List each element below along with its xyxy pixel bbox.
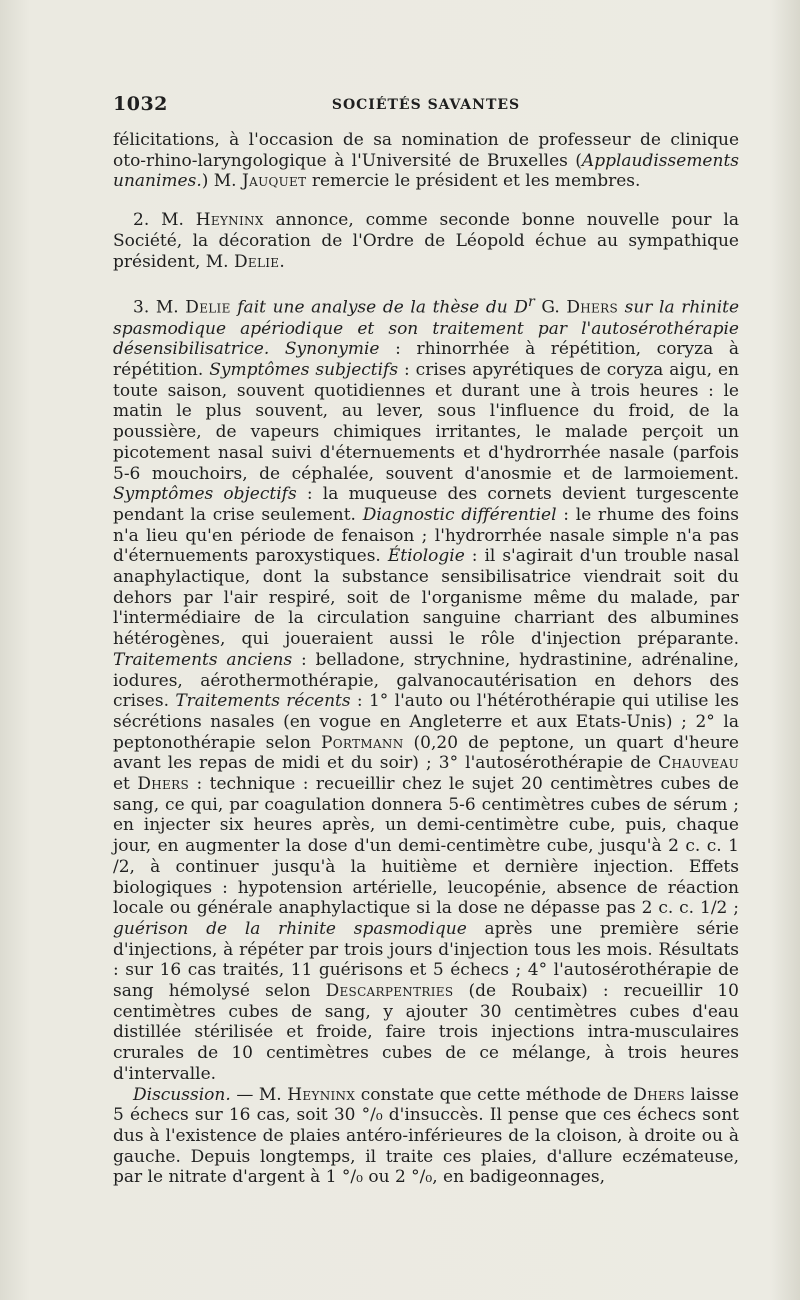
person-name: Jauquet bbox=[242, 171, 307, 192]
person-name: Delie bbox=[233, 251, 280, 272]
paragraph-3: 3. M. Delie fait une analyse de la thèse du $D^r$ G. Dhers sur la rhinite spasmodique apériodique et son traitement par l'autosérothérapie désensibilisatrice. Synonymie : rhinorrhée à répétition, coryza à répétition. Symptômes subjectifs : crises apyrétiques de coryza aigu, en toute saison, souvent quotidiennes et durant une à trois heures : le matin le plus souvent, au lever, sous l'influence du froid, de la poussière, de vapeurs chimiques irritantes, le malade perçoit un picotement nasal suivi d'éternuements et d'hydrorrhée nasale (parfois 5-6 mouchoirs, de céphalée, souvent d'anosmie et de larmoiement. Symptômes objectifs : la muqueuse des cornets devient turgescente pendant la crise seulement. Diagnostic différentiel : le rhume des foins n'a lieu qu'en période de fenaison ; l'hydrorrhée nasale simple n'a pas d'éternuements paroxystiques. Étiologie : il s'agirait d'un trouble nasal anaphylactique, dont la substance sensibilisatrice viendrait soit du dehors par l'air respiré, soit de l'organisme même du malade, par l'intermédiaire de la circulation sanguine charriant des albumines hétérogènes, qui joueraient aussi le rôle d'injection préparante. Traitements anciens : belladone, strychnine, hydrastinine, adrénaline, iodures, aérothermothérapie, galvanocautérisation en dehors des crises. Traitements récents : 1° l'auto ou l'hétérothérapie qui utilise les sécrétions nasales (en vogue en Angleterre et aux Etats-Unis) ; 2° la peptonothérapie selon Portmann (0,20 de peptone, un quart d'heure avant les repas de midi et du soir) ; 3° l'autosérothérapie de Chauveau et Dhers : technique : recueillir chez le sujet 20 centimètres cubes de sang, ce qui, par coagulation donnera 5-6 centimètres cubes de sérum ; en injecter six heures après, un demi-centimètre cube, puis, chaque jour, en augmenter la dose d'un demi-centimètre cube, jusqu'à 2 c. c. 1 /2, à continuer jusqu'à la huitième et dernière injection. Effets biologiques : hypotension artérielle, leucopénie, absence de réaction locale ou générale anaphylactique si la dose ne dépasse pas 2 c. c. 1/2 ; guérison de la rhinite spasmodique après une première série d'injections, à répéter par trois jours d'injection tous les mois. Résultats : sur 16 cas traités, 11 guérisons et 5 échecs ; 4° l'autosérothérapie de sang hémolysé selon Descarpentries (de Roubaix) : recueillir 10 centimètres cubes de sang, y ajouter 30 centimètres cubes d'eau distillée stérilisée et froide, faire trois injections intra-musculaires crurales de 10 centimètres cubes de ce mélange, à trois heures d'intervalle. bbox=[113, 294, 740, 1084]
paragraph-2: 2. M. Heyninx annonce, comme seconde bonne nouvelle pour la Société, la décoration de l'Ordre de Léopold échue au sympathique président, M. Delie. bbox=[113, 210, 739, 272]
article-body bbox=[113, 130, 739, 1188]
running-head: SOCIÉTÉS SAVANTES bbox=[331, 97, 521, 113]
person-name: Chauveau bbox=[658, 753, 739, 774]
person-name: Portmann bbox=[321, 732, 404, 753]
paragraph-congratulations: félicitations, à l'occasion de sa nomination de professeur de clinique oto-rhino-laryngologique à l'Université de Bruxelles (Applaudissements unanimes.) M. Jauquet remercie le président et les membres. bbox=[113, 130, 739, 192]
page-header bbox=[113, 93, 739, 117]
page-number: 1032 bbox=[113, 93, 168, 115]
person-name: Delie bbox=[185, 297, 231, 318]
person-name: Dhers bbox=[633, 1084, 685, 1105]
person-name: Heyninx bbox=[287, 1084, 356, 1105]
person-name: Descarpentries bbox=[325, 981, 454, 1002]
person-name: Dhers bbox=[137, 774, 189, 795]
discussion-heading: Discussion. bbox=[133, 1084, 231, 1105]
paragraph-discussion: Discussion. — M. Heyninx constate que cette méthode de Dhers laisse 5 échecs sur 16 cas, soit 30 °/₀ d'insuccès. Il pense que ces échecs sont dus à l'existence de plaies antéro-inférieures de la cloison, à droite ou à gauche. Depuis longtemps, il traite ces plaies, d'allure eczémateuse, par le nitrate d'argent à 1 °/₀ ou 2 °/₀, en badigeonnages, bbox=[113, 1084, 739, 1188]
person-name: Dhers bbox=[566, 297, 618, 318]
person-name: Heyninx bbox=[195, 210, 264, 231]
